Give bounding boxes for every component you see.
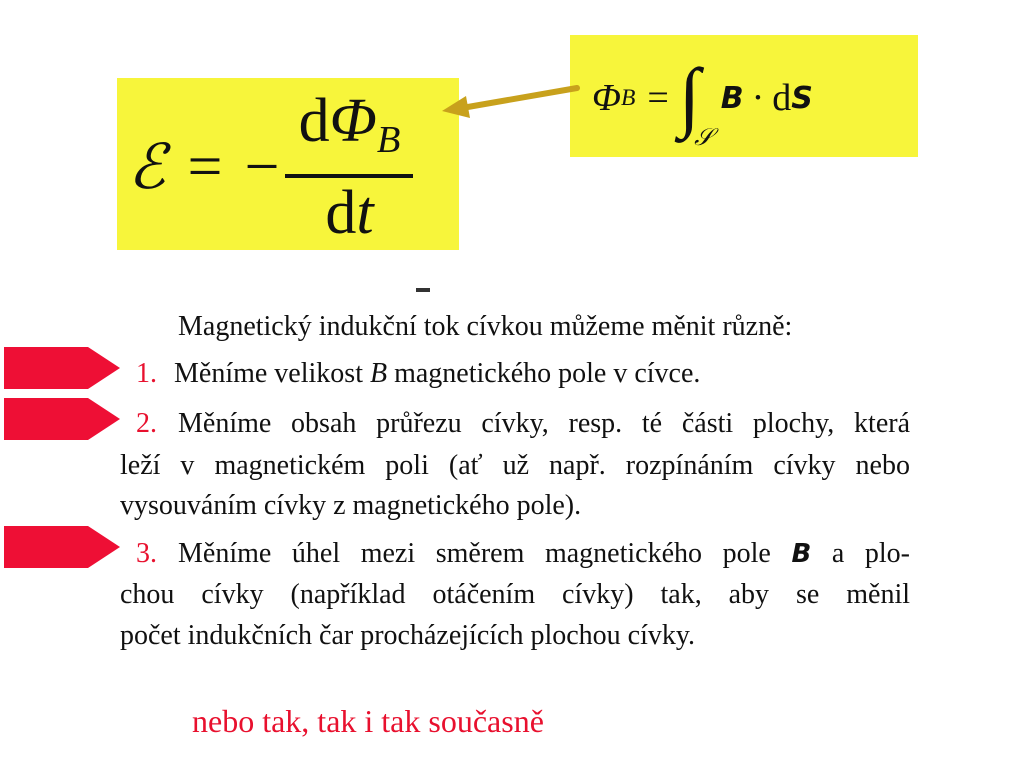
flux-subscript: B — [620, 84, 636, 111]
item-3-line-3: počet indukčních čar procházejících plochou cívky. — [120, 620, 696, 651]
item-text-part: magnetického pole v cívce. — [387, 358, 701, 389]
item-text-part: Měníme úhel mezi směrem magnetického pole — [178, 538, 792, 569]
item-text-part: Měníme velikost — [174, 358, 370, 389]
list-number: 2. — [136, 408, 157, 439]
item-2-line-2: leží v magnetickém poli (ať už např. rozpínáním cívky nebo — [120, 450, 910, 481]
item-text-part: a plo- — [811, 538, 910, 569]
flux-symbol: Φ — [329, 86, 377, 155]
flux-subscript: B — [376, 118, 401, 161]
stray-mark — [416, 288, 430, 292]
equals-sign: = — [187, 132, 223, 201]
arrow-right-icon — [4, 347, 120, 389]
differential-d: d — [772, 77, 792, 119]
item-3-line-1 — [178, 537, 910, 571]
item-2-line-3: vysouváním cívky z magnetického pole). — [120, 490, 582, 521]
equals-sign: = — [647, 77, 669, 119]
vector-b: B — [720, 80, 744, 116]
list-item-1 — [136, 357, 700, 391]
list-item-3 — [136, 537, 157, 571]
intro-text: Magnetický indukční tok cívkou můžeme měnit různě: — [178, 311, 793, 342]
minus-sign: − — [244, 132, 280, 201]
list-item-2 — [136, 407, 157, 441]
variable-b: B — [369, 358, 388, 389]
footer-note: nebo tak, tak i tak současně — [192, 703, 544, 739]
integral-sign: ∫ — [678, 52, 701, 139]
vector-b: B — [791, 539, 812, 569]
vector-s: S — [791, 80, 813, 116]
differential-d: d — [298, 86, 330, 155]
emf-symbol: ℰ — [128, 134, 166, 202]
emf-formula — [128, 86, 413, 248]
flux-symbol: Φ — [592, 77, 621, 119]
arrow-left-icon — [440, 80, 580, 120]
item-2-line-1: Měníme obsah průřezu cívky, resp. té části plochy, která — [178, 408, 910, 439]
time-symbol: t — [356, 179, 374, 248]
integral-surface-subscript: 𝒮 — [694, 125, 713, 151]
item-text — [174, 358, 700, 389]
differential-d: d — [325, 179, 357, 248]
derivative-fraction — [285, 88, 413, 247]
list-number: 1. — [136, 358, 157, 389]
list-number: 3. — [136, 538, 157, 569]
fraction-numerator — [299, 88, 401, 173]
fraction-bar — [285, 174, 413, 178]
arrow-right-icon — [4, 526, 120, 568]
fraction-denominator — [325, 180, 373, 246]
item-3-line-2: chou cívky (například otáčením cívky) tak, aby se měnil — [120, 579, 910, 610]
arrow-right-icon — [4, 398, 120, 440]
flux-formula — [592, 52, 813, 151]
dot-product-sign: · — [751, 77, 765, 119]
